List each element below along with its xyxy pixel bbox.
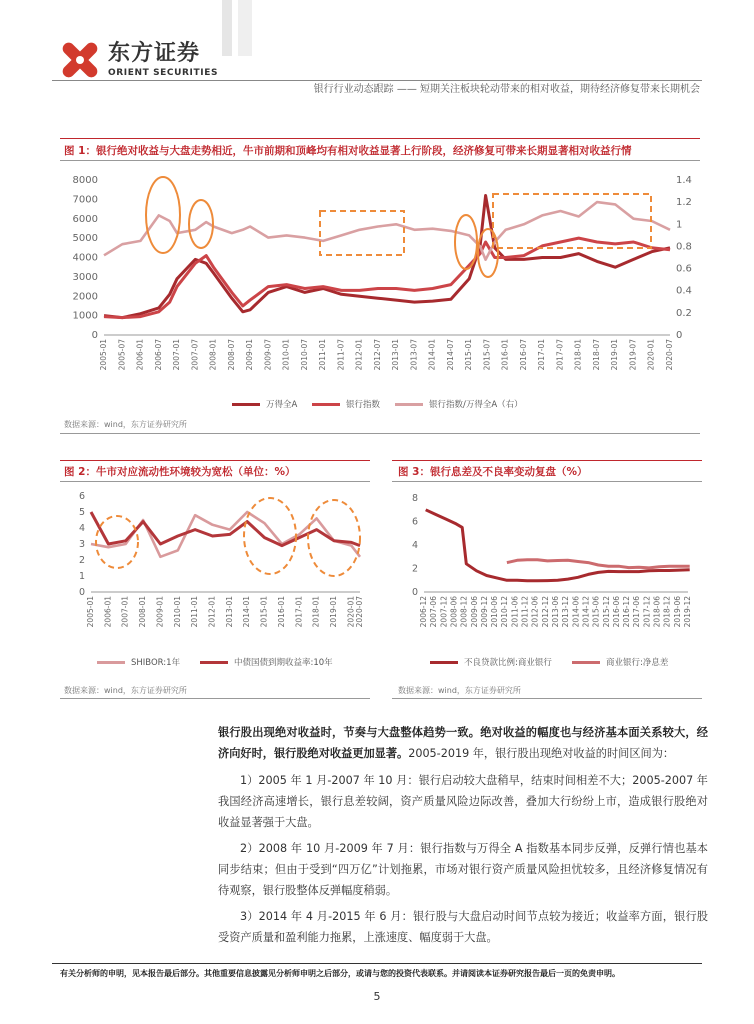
logo-mark-icon <box>60 40 100 80</box>
header-decoration <box>222 0 232 56</box>
series-line <box>426 510 690 581</box>
x-tick-label: 2012-01 <box>354 339 364 371</box>
x-tick-label: 2007-12 <box>439 596 449 628</box>
x-tick-label: 2007-06 <box>429 596 439 628</box>
figure-divider <box>60 138 700 139</box>
x-tick-label: 2014-01 <box>427 339 437 371</box>
x-tick-label: 2005-01 <box>86 596 95 628</box>
x-tick-label: 2006-07 <box>153 339 163 371</box>
x-tick-label: 2007-01 <box>120 596 130 628</box>
body-paragraph <box>218 906 708 948</box>
figure2-title: 图 2：牛市对应流动性环境较为宽松（单位：%） <box>64 466 296 478</box>
legend-swatch <box>430 661 458 664</box>
x-tick-label: 2016-07 <box>518 339 528 371</box>
x-tick-label: 2019-12 <box>683 596 692 628</box>
x-tick-label: 2016-01 <box>276 596 286 628</box>
x-tick-label: 2017-01 <box>537 339 547 371</box>
figure-divider <box>60 433 700 434</box>
y-tick-label: 0 <box>411 587 418 598</box>
y-tick-label: 3000 <box>72 271 98 283</box>
figure3-title: 图 3：银行息差及不良率变动复盘（%） <box>398 466 588 478</box>
x-tick-label: 2017-12 <box>642 596 652 628</box>
annotation-group <box>96 498 360 576</box>
x-tick-label: 2009-01 <box>245 339 255 371</box>
x-tick-label: 2009-01 <box>155 596 165 628</box>
y-tick-label: 8000 <box>72 175 98 186</box>
x-tick-label: 2005-01 <box>99 339 108 371</box>
x-tick-label: 2014-12 <box>581 596 591 628</box>
series-line <box>507 560 690 568</box>
x-tick-label: 2008-07 <box>226 339 236 371</box>
x-tick-label: 2017-06 <box>632 596 642 628</box>
x-tick-label: 2016-01 <box>500 339 510 371</box>
x-tick-label: 2011-06 <box>510 596 520 628</box>
highlight-ellipse <box>308 500 360 576</box>
legend-label: 万得全A <box>266 400 298 410</box>
y2-tick-label: 0.4 <box>676 285 692 297</box>
x-tick-label: 2015-12 <box>601 596 611 628</box>
figure-divider <box>60 160 700 161</box>
x-tick-label: 2010-01 <box>172 596 182 628</box>
legend-swatch <box>232 403 260 406</box>
legend-label: 银行指数 <box>346 400 381 410</box>
x-tick-label: 2008-01 <box>138 596 148 628</box>
y-tick-label: 1 <box>78 571 85 582</box>
x-tick-label: 2020-01 <box>346 596 356 628</box>
legend-label: 商业银行:净息差 <box>606 658 669 668</box>
figure3-chart <box>388 486 708 656</box>
legend-item <box>232 398 297 410</box>
body-paragraph <box>218 838 708 901</box>
y-tick-label: 5000 <box>72 233 98 245</box>
y-tick-label: 6 <box>411 516 418 528</box>
x-tick-label: 2016-12 <box>622 596 632 628</box>
legend-item <box>312 398 380 410</box>
figure1-title: 图 1：银行绝对收益与大盘走势相近，牛市前期和顶峰均有相对收益显著上行阶段，经济修复可带来长期显著相对收益行情 <box>64 145 632 157</box>
legend-swatch <box>572 661 600 664</box>
x-tick-label: 2011-01 <box>190 596 200 628</box>
x-tick-label: 2018-01 <box>311 596 321 628</box>
paragraph-text: 3）2014 年 4 月-2015 年 6 月：银行股与大盘启动时间节点较为接近；收益率方面，银行股受资产质量和盈利能力拖累，上涨速度、幅度弱于大盘。 <box>218 910 708 944</box>
y-tick-label: 1000 <box>72 310 98 322</box>
legend-label: 银行指数/万得全A（右） <box>429 400 523 410</box>
x-tick-label: 2013-07 <box>409 339 419 371</box>
legend-swatch <box>395 403 423 406</box>
x-tick-label: 2020-01 <box>646 339 656 371</box>
x-tick-label: 2019-01 <box>328 596 338 628</box>
figure2-source: 数据来源：wind，东方证券研究所 <box>64 686 187 695</box>
x-tick-label: 2008-06 <box>449 596 459 628</box>
x-tick-label: 2007-07 <box>190 339 200 371</box>
figure-divider <box>392 698 702 699</box>
y-tick-label: 4 <box>411 540 418 551</box>
y-tick-label: 6 <box>78 491 85 502</box>
y-tick-label: 2 <box>411 563 418 575</box>
x-tick-label: 2013-12 <box>561 596 571 628</box>
y2-tick-label: 1 <box>676 219 683 231</box>
x-tick-label: 2008-01 <box>208 339 218 371</box>
legend-item <box>572 656 668 668</box>
y-tick-label: 4 <box>78 523 85 534</box>
legend-label: 不良贷款比例:商业银行 <box>464 658 552 668</box>
footer-divider <box>52 963 702 964</box>
intro-bold: 银行股出现绝对收益时，节奏与大盘整体趋势一致。绝对收益的幅度也与经济基本面关系较大，经济向好时，银行股绝对收益更加显著。 <box>218 726 708 760</box>
x-tick-label: 2014-06 <box>571 596 581 628</box>
x-tick-label: 2015-06 <box>591 596 601 628</box>
paragraph-text: 2）2008 年 10 月-2009 年 7 月：银行指数与万得全 A 指数基本同步反弹，反弹行情也基本同步结束；但由于受到“四万亿”计划拖累，市场对银行资产质量风险担忧较多，且经济修复情况有待观察，银行股整体反弹幅度稍弱。 <box>218 842 708 897</box>
figure-divider <box>392 460 702 461</box>
x-tick-label: 2019-01 <box>610 339 620 371</box>
figure3-source: 数据来源：wind，东方证券研究所 <box>398 686 521 695</box>
body-intro <box>218 722 708 764</box>
x-tick-label: 2015-01 <box>464 339 474 371</box>
page-number: 5 <box>373 990 381 1003</box>
legend-item <box>430 656 552 668</box>
legend-item <box>97 656 180 668</box>
legend-label: 中债国债到期收益率:10年 <box>234 658 333 668</box>
x-tick-label: 2020-07 <box>355 596 364 628</box>
intro-rest: 2005-2019 年，银行股出现绝对收益的时间区间为： <box>408 747 675 760</box>
y2-tick-label: 0.6 <box>676 263 692 275</box>
figure1-source: 数据来源：wind，东方证券研究所 <box>64 420 187 429</box>
legend-swatch <box>97 661 125 664</box>
y-tick-label: 7000 <box>72 194 98 206</box>
highlight-ellipse <box>244 498 296 574</box>
x-tick-label: 2009-06 <box>469 596 479 628</box>
x-tick-label: 2013-01 <box>224 596 234 628</box>
x-tick-label: 2016-06 <box>611 596 621 628</box>
x-tick-label: 2018-07 <box>591 339 601 371</box>
x-tick-label: 2018-12 <box>662 596 672 628</box>
series-line <box>104 196 670 318</box>
figure-divider <box>60 481 370 482</box>
x-tick-label: 2012-12 <box>540 596 550 628</box>
series-line <box>104 238 670 318</box>
x-tick-label: 2005-07 <box>117 339 127 371</box>
body-paragraph <box>218 770 708 833</box>
y-tick-label: 0 <box>78 587 85 598</box>
y-tick-label: 0 <box>91 330 98 341</box>
x-tick-label: 2019-07 <box>628 339 638 371</box>
x-tick-label: 2020-07 <box>665 339 674 371</box>
legend-label: SHIBOR:1年 <box>131 658 181 668</box>
x-tick-label: 2013-06 <box>551 596 560 628</box>
header-divider <box>52 80 702 81</box>
x-tick-label: 2009-12 <box>479 596 489 628</box>
x-tick-label: 2010-06 <box>490 596 500 628</box>
figure-divider <box>60 460 370 461</box>
x-tick-label: 2006-01 <box>103 596 113 628</box>
y-tick-label: 6000 <box>72 213 98 225</box>
x-tick-label: 2018-06 <box>652 596 662 628</box>
x-tick-label: 2010-01 <box>281 339 291 371</box>
x-tick-label: 2017-07 <box>555 339 565 371</box>
header-decoration <box>238 0 252 56</box>
y-tick-label: 5 <box>78 507 85 518</box>
x-tick-label: 2017-01 <box>294 596 304 628</box>
x-tick-label: 2011-07 <box>336 339 346 371</box>
report-header: 银行行业动态跟踪 —— 短期关注板块轮动带来的相对收益，期待经济修复带来长期机会 <box>313 84 700 95</box>
highlight-ellipse <box>146 177 180 253</box>
x-tick-label: 2010-07 <box>299 339 309 371</box>
legend-item <box>395 398 523 410</box>
x-tick-label: 2015-01 <box>259 596 269 628</box>
y-tick-label: 8 <box>411 493 418 504</box>
y2-tick-label: 0.8 <box>676 241 692 253</box>
x-tick-label: 2014-01 <box>242 596 252 628</box>
x-tick-label: 2019-06 <box>672 596 682 628</box>
x-tick-label: 2011-12 <box>520 596 530 628</box>
x-tick-label: 2012-07 <box>372 339 382 371</box>
x-tick-label: 2007-01 <box>172 339 182 371</box>
y-tick-label: 4000 <box>72 252 98 264</box>
x-tick-label: 2009-07 <box>263 339 273 371</box>
x-tick-label: 2015-07 <box>482 338 492 371</box>
x-tick-label: 2018-01 <box>573 339 583 371</box>
x-tick-label: 2006-01 <box>135 339 145 371</box>
annotation-group <box>146 177 651 277</box>
x-tick-label: 2013-01 <box>391 339 401 371</box>
y2-tick-label: 1.4 <box>676 175 692 186</box>
logo-english: ORIENT SECURITIES <box>108 68 219 78</box>
y2-tick-label: 0.2 <box>676 307 692 319</box>
y2-tick-label: 1.2 <box>676 197 692 209</box>
x-tick-label: 2012-01 <box>207 596 217 628</box>
footer-disclaimer: 有关分析师的申明，见本报告最后部分。其他重要信息披露见分析师申明之后部分，或请与您的投资代表联系。并请阅读本证券研究报告最后一页的免责申明。 <box>60 969 620 978</box>
y-tick-label: 3 <box>78 539 85 550</box>
highlight-ellipse <box>455 215 477 269</box>
x-tick-label: 2006-12 <box>419 596 428 628</box>
x-tick-label: 2008-12 <box>459 596 469 628</box>
y-tick-label: 2 <box>78 555 85 566</box>
paragraph-text: 1）2005 年 1 月-2007 年 10 月：银行启动较大盘稍早，结束时间相差不大；2005-2007 年我国经济高速增长，银行息差较阔，资产质量风险边际改善，叠加大行纷纷上市，造成银行股绝对收益显著强于大盘。 <box>218 774 708 829</box>
y2-tick-label: 0 <box>676 330 683 341</box>
legend-swatch <box>312 403 340 406</box>
logo-chinese: 东方证券 <box>108 41 201 66</box>
legend-item <box>200 656 333 668</box>
company-logo <box>60 40 218 80</box>
legend-swatch <box>200 661 228 664</box>
figure-divider <box>392 481 702 482</box>
y-tick-label: 2000 <box>72 291 98 303</box>
figure-divider <box>60 698 370 699</box>
x-tick-label: 2011-01 <box>318 339 328 371</box>
figure2-chart <box>55 486 375 656</box>
highlight-box <box>320 211 404 255</box>
x-tick-label: 2014-07 <box>445 339 455 371</box>
x-tick-label: 2012-06 <box>530 596 540 628</box>
x-tick-label: 2010-12 <box>500 596 510 628</box>
